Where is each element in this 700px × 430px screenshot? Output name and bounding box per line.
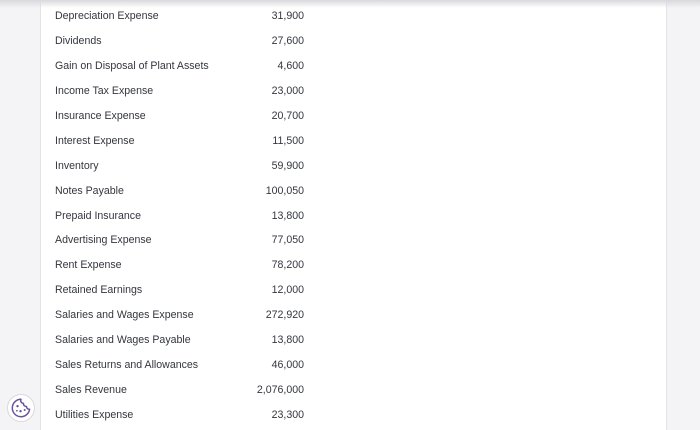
table-row <box>41 128 666 153</box>
table-row <box>41 352 666 377</box>
account-amount: 100,050 <box>265 184 304 197</box>
cookie-icon <box>10 397 32 419</box>
account-amount: 59,900 <box>271 159 304 172</box>
account-name: Sales Revenue <box>55 383 127 396</box>
account-name: Depreciation Expense <box>55 10 159 23</box>
account-name: Salaries and Wages Payable <box>55 334 191 347</box>
account-name: Sales Returns and Allowances <box>55 358 199 371</box>
table-row <box>41 178 666 203</box>
table-row <box>41 303 666 328</box>
table-row <box>41 278 666 303</box>
table-row <box>41 203 666 228</box>
account-amount: 23,000 <box>271 85 304 98</box>
table-row <box>41 54 666 79</box>
account-name: Salaries and Wages Expense <box>55 309 194 322</box>
account-name: Prepaid Insurance <box>55 209 141 222</box>
table-row <box>41 253 666 278</box>
account-amount: 78,200 <box>271 259 304 272</box>
table-row <box>41 377 666 402</box>
cookie-settings-button[interactable] <box>7 394 35 422</box>
account-name: Dividends <box>55 35 102 48</box>
account-amount: 23,300 <box>271 408 304 421</box>
table-row <box>41 104 666 129</box>
account-name: Utilities Expense <box>55 408 134 421</box>
account-amount: 31,900 <box>271 10 304 23</box>
account-name: Interest Expense <box>55 134 135 147</box>
account-amount: 13,800 <box>271 209 304 222</box>
account-table <box>41 4 666 427</box>
account-amount: 2,076,000 <box>256 383 304 396</box>
account-name: Insurance Expense <box>55 110 146 122</box>
account-name: Rent Expense <box>55 259 122 272</box>
account-name: Income Tax Expense <box>55 85 154 98</box>
account-name: Gain on Disposal of Plant Assets <box>55 60 209 73</box>
account-amount: 272,920 <box>265 309 304 322</box>
table-row <box>41 402 666 427</box>
top-shadow <box>0 0 700 8</box>
account-amount: 20,700 <box>271 110 304 122</box>
table-row <box>41 79 666 104</box>
account-name: Retained Earnings <box>55 284 143 297</box>
table-row <box>41 328 666 353</box>
content-panel <box>40 0 667 430</box>
account-amount: 4,600 <box>277 60 304 73</box>
account-amount: 12,000 <box>271 284 304 297</box>
account-name: Inventory <box>55 159 99 172</box>
account-amount: 11,500 <box>272 134 304 147</box>
account-amount: 27,600 <box>271 35 304 48</box>
account-amount: 77,050 <box>271 234 304 247</box>
table-row <box>41 29 666 54</box>
account-name: Notes Payable <box>55 184 124 197</box>
table-row <box>41 228 666 253</box>
table-row <box>41 153 666 178</box>
account-name: Advertising Expense <box>55 234 152 247</box>
account-amount: 46,000 <box>271 358 304 371</box>
account-amount: 13,800 <box>271 334 304 347</box>
